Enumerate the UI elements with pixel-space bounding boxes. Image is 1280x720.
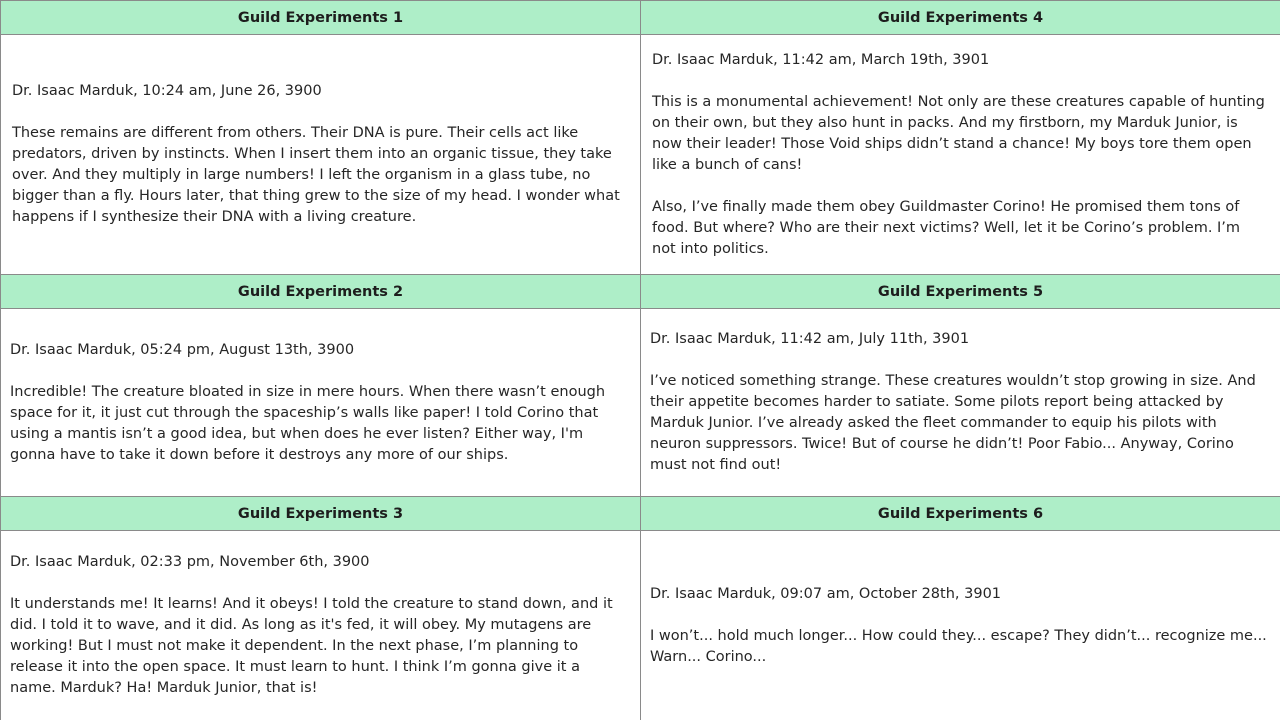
entry-title-1: Guild Experiments 1 <box>1 1 641 35</box>
entry-body-6 <box>641 531 1280 720</box>
entry-author-line: Dr. Isaac Marduk, 11:42 am, July 11th, 3901 <box>650 331 970 347</box>
header-row-2 <box>1 275 1280 309</box>
entry-title-3: Guild Experiments 3 <box>1 497 641 531</box>
entry-paragraph: This is a monumental achievement! Not only are these creatures capable of hunting on their own, but they also hunt in packs. And my firstborn, my Marduk Junior, is now their leader! Those Void ships didn’t stand a chance! My boys tore them open like a bunch of cans! <box>652 93 1265 173</box>
header-row-1 <box>1 1 1280 35</box>
entry-author-line: Dr. Isaac Marduk, 02:33 pm, November 6th, 3900 <box>10 554 370 570</box>
entry-author-line: Dr. Isaac Marduk, 10:24 am, June 26, 3900 <box>12 83 322 99</box>
entry-author-line: Dr. Isaac Marduk, 11:42 am, March 19th, 3901 <box>652 51 990 68</box>
entry-body-4 <box>641 35 1280 275</box>
entry-paragraph: I won’t... hold much longer... How could they... escape? They didn’t... recognize me... Warn... Corino... <box>650 627 1267 665</box>
entry-title-6: Guild Experiments 6 <box>641 497 1280 531</box>
entry-paragraph: Incredible! The creature bloated in size in mere hours. When there wasn’t enough space for it, it just cut through the spaceship’s walls like paper! I told Corino that using a mantis isn’t a good idea, but when does he ever listen? Either way, I'm gonna have to take it down before it destroys any more of our ships. <box>10 383 606 463</box>
entry-body-2 <box>1 309 641 497</box>
entry-body-3 <box>1 531 641 720</box>
entry-paragraph: These remains are different from others. Their DNA is pure. Their cells act like predators, driven by instincts. When I insert them into an organic tissue, they take over. And they multiply in large numbers! I left the organism in a glass tube, no bigger than a fly. Hours later, that thing grew to the size of my head. I wonder what happens if I synthesize their DNA with a living creature. <box>12 125 620 225</box>
entry-author-line: Dr. Isaac Marduk, 05:24 pm, August 13th, 3900 <box>10 341 355 358</box>
entry-paragraph: Also, I’ve finally made them obey Guildmaster Corino! He promised them tons of food. But where? Who are their next victims? Well, let it be Corino’s problem. I’m not into politics. <box>652 198 1241 257</box>
entry-title-2: Guild Experiments 2 <box>1 275 641 309</box>
header-row-3 <box>1 497 1280 531</box>
body-row-3 <box>1 531 1280 720</box>
body-row-1 <box>1 35 1280 275</box>
entry-paragraph: It understands me! It learns! And it obeys! I told the creature to stand down, and it did. I told it to wave, and it did. As long as it's fed, it will obey. My mutagens are working! But I must not make it dependent. In the next phase, I’m planning to release it into the open space. It must learn to hunt. I think I’m gonna give it a name. Marduk? Ha! Marduk Junior, that is! <box>10 596 613 696</box>
entry-title-4: Guild Experiments 4 <box>641 1 1280 35</box>
entry-title-5: Guild Experiments 5 <box>641 275 1280 309</box>
body-row-2 <box>1 309 1280 497</box>
entry-paragraph: I’ve noticed something strange. These creatures wouldn’t stop growing in size. And their appetite becomes harder to satiate. Some pilots report being attacked by Marduk Junior. I’ve already asked the fleet commander to equip his pilots with neuron suppressors. Twice! But of course he didn’t! Poor Fabio... Anyway, Corino must not find out! <box>650 373 1256 473</box>
entry-body-1 <box>1 35 641 275</box>
entry-body-5 <box>641 309 1280 497</box>
entry-author-line: Dr. Isaac Marduk, 09:07 am, October 28th, 3901 <box>650 585 1002 602</box>
